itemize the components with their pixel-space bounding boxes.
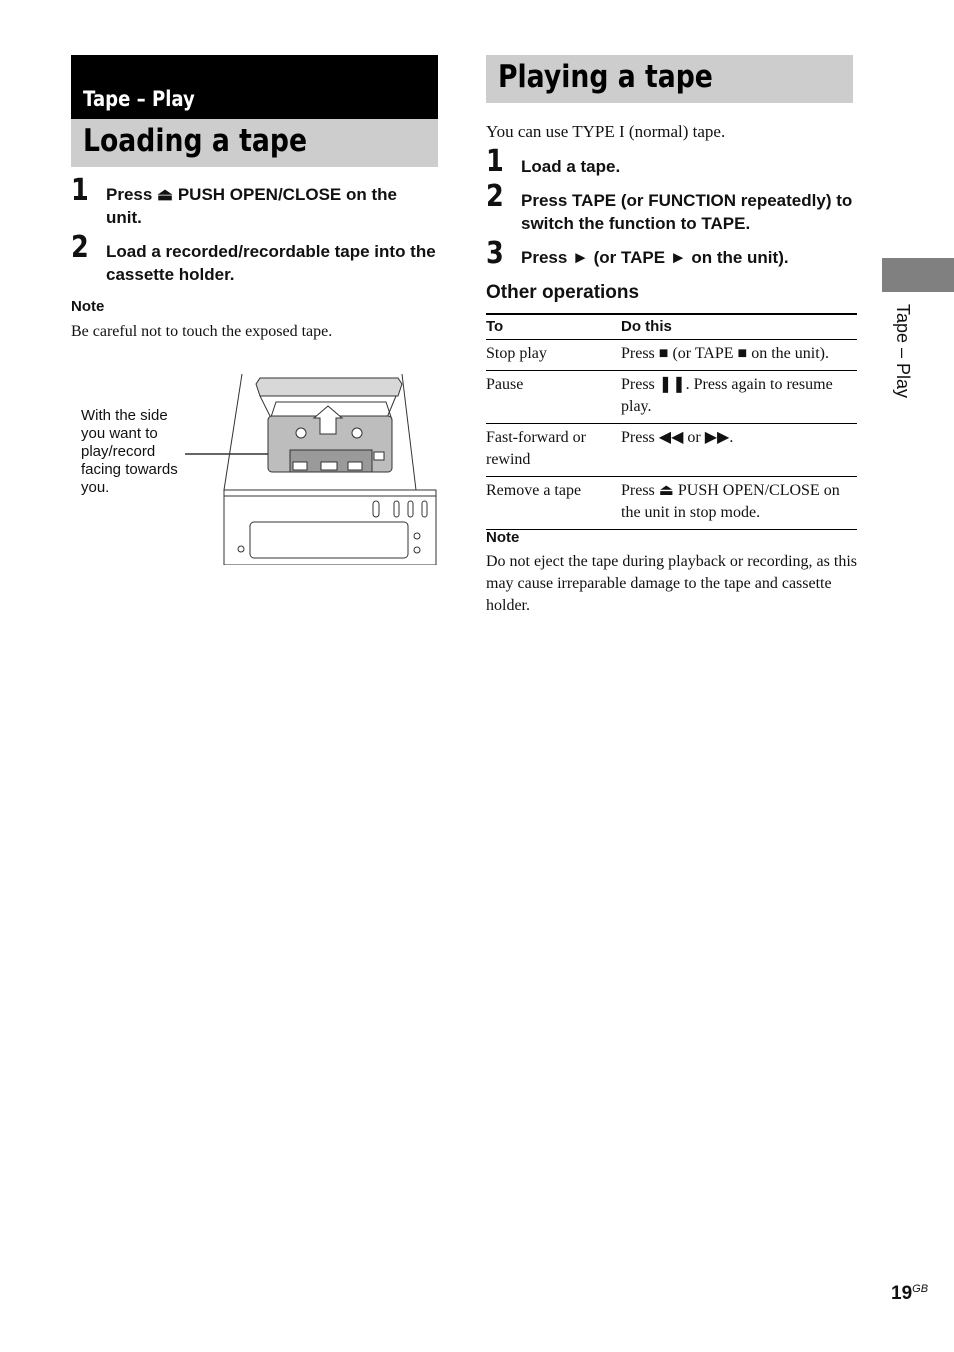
other-operations-heading: Other operations <box>486 282 640 303</box>
loading-title-bar <box>71 119 438 167</box>
playing-step-1-number: 1 <box>486 144 504 179</box>
playing-note-heading: Note <box>486 529 520 546</box>
section-label: Tape – Play <box>83 87 195 111</box>
table-row <box>486 424 857 477</box>
table-row <box>486 340 857 371</box>
loading-step-1-text: Press ⏏ PUSH OPEN/CLOSE on the unit. <box>106 185 397 227</box>
table-cell: Press ■ (or TAPE ■ on the unit). <box>621 340 857 371</box>
loading-note-text: Be careful not to touch the exposed tape. <box>71 323 333 340</box>
page-number-block <box>891 1283 928 1305</box>
table-cell: Stop play <box>486 340 621 371</box>
table-cell: Press ❚❚. Press again to resume play. <box>621 371 857 424</box>
operations-table <box>486 313 857 530</box>
table-header-row <box>486 314 857 340</box>
playing-title-bar <box>486 55 853 103</box>
table-cell: Press ⏏ PUSH OPEN/CLOSE on the unit in stop mode. <box>621 477 857 530</box>
playing-step-3-number: 3 <box>486 236 504 271</box>
cassette-deck-illustration <box>180 370 442 565</box>
loading-step-1-number: 1 <box>71 173 89 208</box>
page-number: 19 <box>891 1283 913 1304</box>
side-tab-marker <box>882 258 954 292</box>
loading-note-heading: Note <box>71 298 105 315</box>
playing-step-2-text: Press TAPE (or FUNCTION repeatedly) to switch the function to TAPE. <box>521 191 853 233</box>
section-header <box>71 55 438 119</box>
playing-step-3-text: Press ► (or TAPE ► on the unit). <box>521 248 789 267</box>
side-tab-text: Tape – Play <box>893 304 913 399</box>
table-row <box>486 371 857 424</box>
table-row <box>486 477 857 530</box>
table-cell: Fast-forward or rewind <box>486 424 621 477</box>
table-cell: Press ◀◀ or ▶▶. <box>621 424 857 477</box>
table-header-do-this: Do this <box>621 314 857 340</box>
loading-step-2-number: 2 <box>71 230 89 265</box>
playing-intro: You can use TYPE I (normal) tape. <box>486 122 726 141</box>
playing-note-text: Do not eject the tape during playback or recording, as this may cause irreparable damage to the tape and cassette holder. <box>486 553 857 614</box>
loading-step-2-text: Load a recorded/recordable tape into the cassette holder. <box>106 242 436 284</box>
playing-title: Playing a tape <box>498 59 713 95</box>
page-suffix: GB <box>912 1283 929 1295</box>
playing-step-2-number: 2 <box>486 179 504 214</box>
table-cell: Pause <box>486 371 621 424</box>
playing-step-1-text: Load a tape. <box>521 157 621 176</box>
table-header-to: To <box>486 314 621 340</box>
loading-title: Loading a tape <box>83 123 308 159</box>
table-cell: Remove a tape <box>486 477 621 530</box>
illustration-caption: With the side you want to play/record facing towards you. <box>81 407 178 496</box>
